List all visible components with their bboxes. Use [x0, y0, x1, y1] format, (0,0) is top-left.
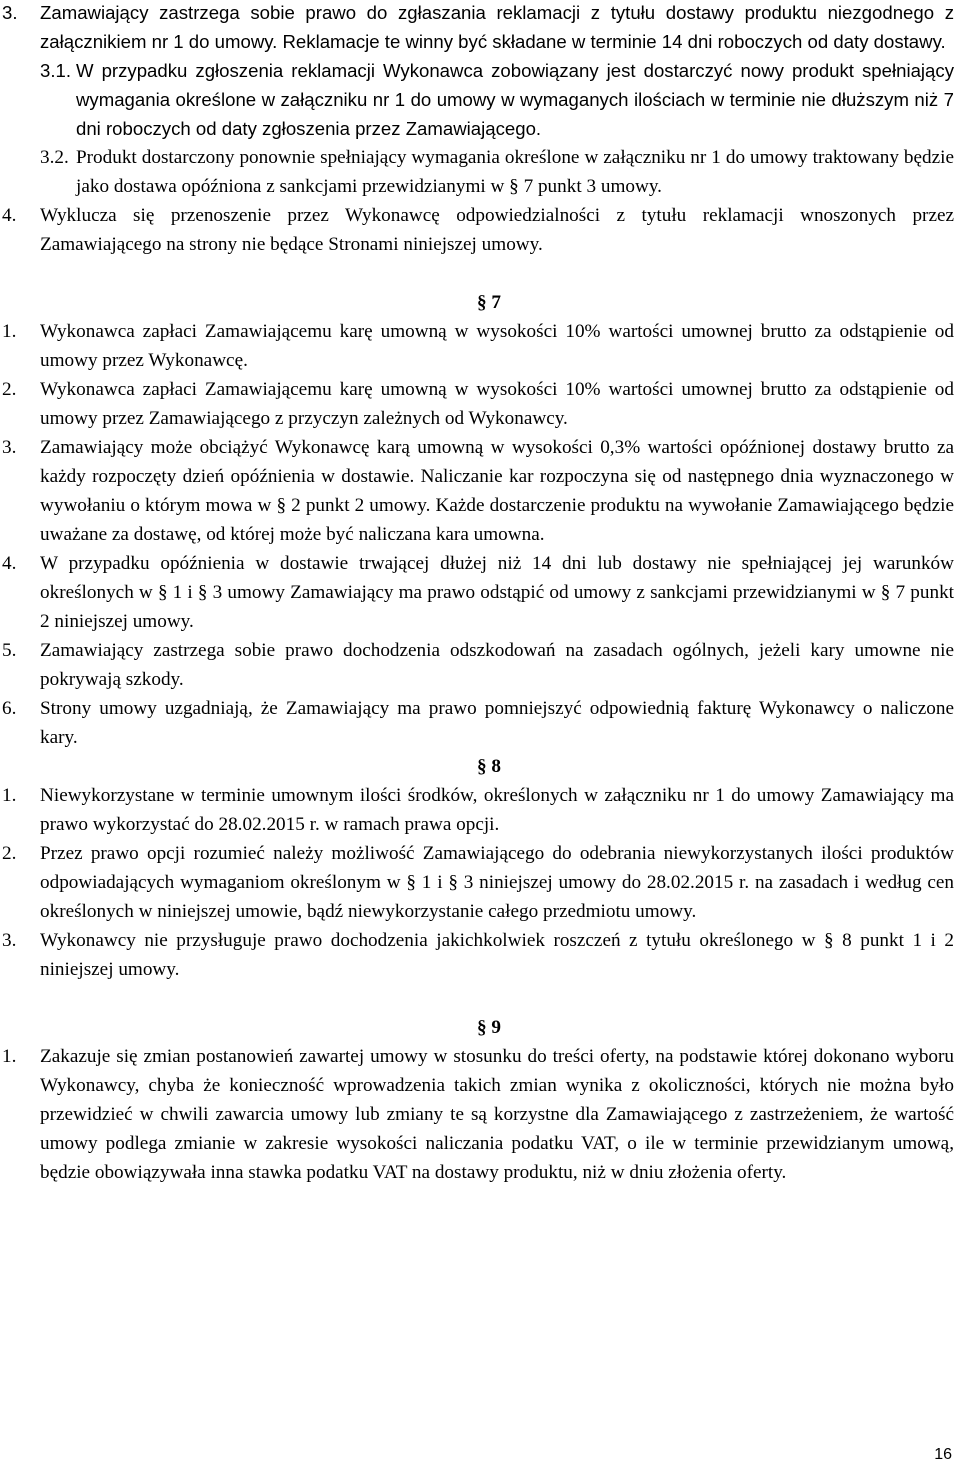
clause-3: [0, 433, 960, 549]
clause-text: Zamawiający zastrzega sobie prawo dochodzenia odszkodowań na zasadach ogólnych, jeżeli kary umowne nie pokrywają szkody.: [40, 640, 954, 690]
section-continued: [0, 0, 960, 259]
clause-4: [0, 201, 960, 259]
clause-number: 3.: [2, 2, 18, 23]
clause-text: Wykonawcy nie przysługuje prawo dochodzenia jakichkolwiek roszczeń z tytułu określonego w § 8 punkt 1 i 2 niniejszej umowy.: [40, 930, 954, 980]
clause-text: Wykonawca zapłaci Zamawiającemu karę umowną w wysokości 10% wartości umownej brutto za odstąpienie od umowy przez Zamawiającego z przyczyn zależnych od Wykonawcy.: [40, 379, 954, 429]
section-8: [0, 752, 960, 984]
section-heading: § 9: [477, 1017, 501, 1038]
clause-3: [0, 0, 960, 56]
clause-number: 1.: [2, 785, 17, 806]
section-heading: § 7: [477, 292, 501, 313]
clause-3-1: [0, 56, 960, 143]
clause-text: Zamawiający może obciążyć Wykonawcę karą umowną w wysokości 0,3% wartości opóźnionej dostawy brutto za każdy rozpoczęty dzień opóźnienia w dostawie. Naliczanie kar rozpoczyna się od następnego dnia wyznaczonego w wywołaniu o którym mowa w § 2 punkt 2 umowy. Każde dostarczenie produktu na wywołanie Zamawiającego będzie uważane za dostawę, od której może być naliczana kara umowna.: [40, 437, 954, 545]
clause-text: Strony umowy uzgadniają, że Zamawiający ma prawo pomniejszyć odpowiednią fakturę Wykonawcy o naliczone kary.: [40, 698, 954, 748]
clause-1: [0, 317, 960, 375]
clause-5: [0, 636, 960, 694]
clause-6: [0, 694, 960, 752]
clause-number: 3.1.: [40, 60, 72, 81]
clause-2: [0, 375, 960, 433]
clause-text: Zakazuje się zmian postanowień zawartej umowy w stosunku do treści oferty, na podstawie której dokonano wyboru Wykonawcy, chyba że konieczność wprowadzenia takich zmian wynika z okoliczności, których nie można było przewidzieć w chwili zawarcia umowy lub zmiany te są korzystne dla Zamawiającego z zastrzeżeniem, że wartość umowy podlega zmianie w zakresie wysokości naliczania podatku VAT, o ile w terminie przewidzianym umową, będzie obowiązywała inna stawka podatku VAT na dostawy produktu, niż w dniu złożenia oferty.: [40, 1046, 954, 1183]
clause-3: [0, 926, 960, 984]
clause-1: [0, 1042, 960, 1187]
section-9: [0, 1013, 960, 1187]
clause-text: W przypadku zgłoszenia reklamacji Wykonawca zobowiązany jest dostarczyć nowy produkt spełniający wymagania określone w załączniku nr 1 do umowy w wymaganych ilościach w terminie nie dłuższym niż 7 dni roboczych od daty zgłoszenia przez Zamawiającego.: [76, 60, 954, 139]
clause-text: Niewykorzystane w terminie umownym ilości środków, określonych w załączniku nr 1 do umowy Zamawiający ma prawo wykorzystać do 28.02.2015 r. w ramach prawa opcji.: [40, 785, 954, 835]
section-heading: § 8: [477, 756, 501, 777]
clause-text: Produkt dostarczony ponownie spełniający wymagania określone w załączniku nr 1 do umowy traktowany będzie jako dostawa opóźniona z sankcjami przewidzianymi w § 7 punkt 3 umowy.: [76, 147, 954, 197]
clause-number: 4.: [2, 205, 17, 226]
page-number: 16: [934, 1446, 952, 1463]
clause-number: 3.: [2, 437, 17, 458]
clause-1: [0, 781, 960, 839]
clause-number: 2.: [2, 843, 17, 864]
clause-number: 2.: [2, 379, 17, 400]
clause-2: [0, 839, 960, 926]
clause-3-2: [0, 143, 960, 201]
clause-text: Wyklucza się przenoszenie przez Wykonawcę odpowiedzialności z tytułu reklamacji wnoszonych przez Zamawiającego na strony nie będące Stronami niniejszej umowy.: [40, 205, 954, 255]
clause-text: Przez prawo opcji rozumieć należy możliwość Zamawiającego do odebrania niewykorzystanych ilości produktów odpowiadających wymaganiom określonym w § 1 i § 3 niniejszej umowy do 28.02.2015 r. na zasadach i według cen określonych w niniejszej umowie, bądź niewykorzystanie całego przedmiotu umowy.: [40, 843, 954, 922]
clause-text: W przypadku opóźnienia w dostawie trwającej dłużej niż 14 dni lub dostawy nie spełniającej jej warunków określonych w § 1 i § 3 umowy Zamawiający ma prawo odstąpić od umowy z sankcjami przewidzianymi w § 7 punkt 2 niniejszej umowy.: [40, 553, 954, 632]
clause-number: 1.: [2, 321, 17, 342]
clause-text: Wykonawca zapłaci Zamawiającemu karę umowną w wysokości 10% wartości umownej brutto za odstąpienie od umowy przez Wykonawcę.: [40, 321, 954, 371]
clause-number: 3.: [2, 930, 17, 951]
clause-4: [0, 549, 960, 636]
clause-number: 1.: [2, 1046, 17, 1067]
section-7: [0, 288, 960, 752]
clause-number: 3.2.: [40, 147, 69, 168]
clause-number: 5.: [2, 640, 17, 661]
clause-text: Zamawiający zastrzega sobie prawo do zgłaszania reklamacji z tytułu dostawy produktu niezgodnego z załącznikiem nr 1 do umowy. Reklamacje te winny być składane w terminie 14 dni roboczych od daty dostawy.: [40, 2, 954, 52]
clause-number: 6.: [2, 698, 17, 719]
clause-number: 4.: [2, 553, 17, 574]
